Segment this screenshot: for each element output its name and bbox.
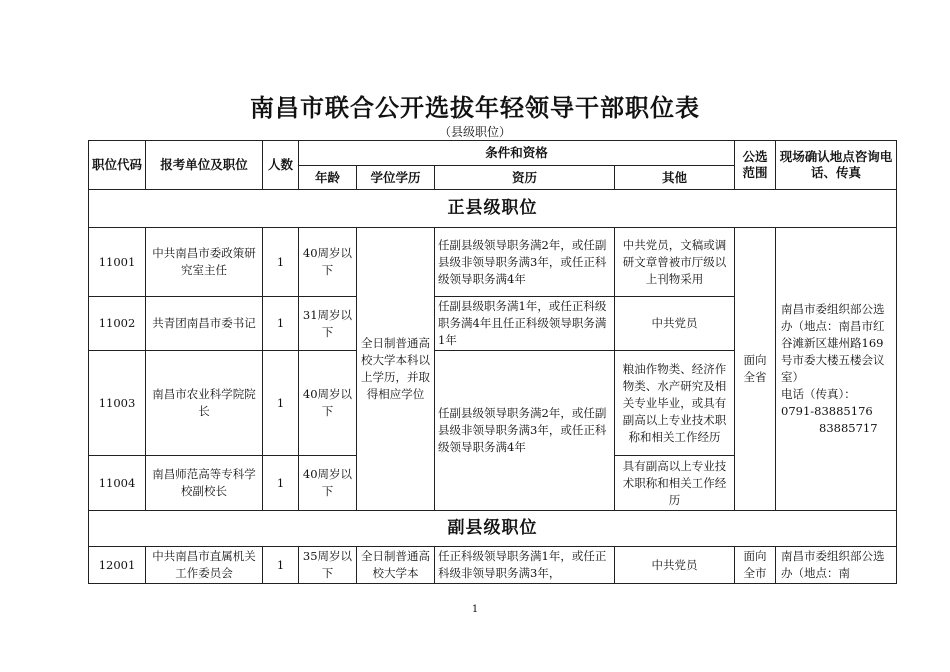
contact-phone-1: 0791-83885176 xyxy=(781,404,873,418)
row-code: 11004 xyxy=(89,456,146,511)
shared-scope: 面向全省 xyxy=(735,228,776,511)
row-code: 11003 xyxy=(89,351,146,456)
row-other: 具有副高以上专业技术职称和相关工作经历 xyxy=(615,456,735,511)
header-education: 学位学历 xyxy=(357,166,435,190)
contact-address: 南昌市委组织部公选办（地点：南昌市红谷滩新区雄州路169号市委大楼五楼会议室） xyxy=(781,302,885,384)
row-count: 1 xyxy=(263,456,299,511)
row-age: 40周岁以下 xyxy=(299,228,357,297)
row-other: 中共党员 xyxy=(615,297,735,351)
row-code: 12001 xyxy=(89,547,146,584)
row-other: 中共党员，文稿或调研文章曾被市厅级以上刊物采用 xyxy=(615,228,735,297)
row-count: 1 xyxy=(263,351,299,456)
page-subtitle: （县级职位） xyxy=(438,125,511,139)
contact-phone-label: 电话（传真）： xyxy=(781,387,856,401)
header-scope: 公选范围 xyxy=(735,141,776,190)
header-experience: 资历 xyxy=(435,166,615,190)
position-table xyxy=(88,140,897,584)
section-county-level: 正县级职位 xyxy=(89,190,897,228)
row-code: 11002 xyxy=(89,297,146,351)
shared-education: 全日制普通高校大学本科以上学历，并取得相应学位 xyxy=(357,228,435,511)
header-conditions: 条件和资格 xyxy=(299,141,735,166)
row-experience: 任正科级领导职务满1年，或任正科级非领导职务满3年， xyxy=(435,547,615,584)
row-experience: 任副县级职务满1年，或任正科级职务满4年且任正科级领导职务满1年 xyxy=(435,297,615,351)
row-unit: 南昌师范高等专科学校副校长 xyxy=(146,456,263,511)
row-unit: 中共南昌市委政策研究室主任 xyxy=(146,228,263,297)
row-count: 1 xyxy=(263,297,299,351)
row-other: 粮油作物类、经济作物类、水产研究及相关专业毕业，或具有副高以上专业技术职称和相关工作经历 xyxy=(615,351,735,456)
shared-experience: 任副县级领导职务满2年，或任副县级非领导职务满3年，或任正科级领导职务满4年 xyxy=(435,351,615,511)
row-age: 40周岁以下 xyxy=(299,456,357,511)
row-code: 11001 xyxy=(89,228,146,297)
header-count: 人数 xyxy=(263,141,299,190)
row-age: 40周岁以下 xyxy=(299,351,357,456)
row-experience: 任副县级领导职务满2年，或任副县级非领导职务满3年，或任正科级领导职务满4年 xyxy=(435,228,615,297)
row-count: 1 xyxy=(263,547,299,584)
contact-phone-2: 83885717 xyxy=(819,421,878,435)
table-row xyxy=(89,228,897,297)
row-age: 31周岁以下 xyxy=(299,297,357,351)
row-count: 1 xyxy=(263,228,299,297)
header-age: 年龄 xyxy=(299,166,357,190)
page-title: 南昌市联合公开选拔年轻领导干部职位表 xyxy=(250,94,700,122)
shared-contact xyxy=(776,228,897,511)
header-unit: 报考单位及职位 xyxy=(146,141,263,190)
table-row xyxy=(89,547,897,584)
header-code: 职位代码 xyxy=(89,141,146,190)
row-education: 全日制普通高校大学本 xyxy=(357,547,435,584)
row-unit: 共青团南昌市委书记 xyxy=(146,297,263,351)
row-other: 中共党员 xyxy=(615,547,735,584)
row-scope: 面向全市 xyxy=(735,547,776,584)
header-other: 其他 xyxy=(615,166,735,190)
page-number: 1 xyxy=(471,604,479,615)
header-contact: 现场确认地点咨询电话、传真 xyxy=(776,141,897,190)
row-contact: 南昌市委组织部公选办（地点：南 xyxy=(776,547,897,584)
row-unit: 南昌市农业科学院院长 xyxy=(146,351,263,456)
row-unit: 中共南昌市直属机关工作委员会 xyxy=(146,547,263,584)
row-age: 35周岁以下 xyxy=(299,547,357,584)
section-deputy-level: 副县级职位 xyxy=(89,511,897,547)
